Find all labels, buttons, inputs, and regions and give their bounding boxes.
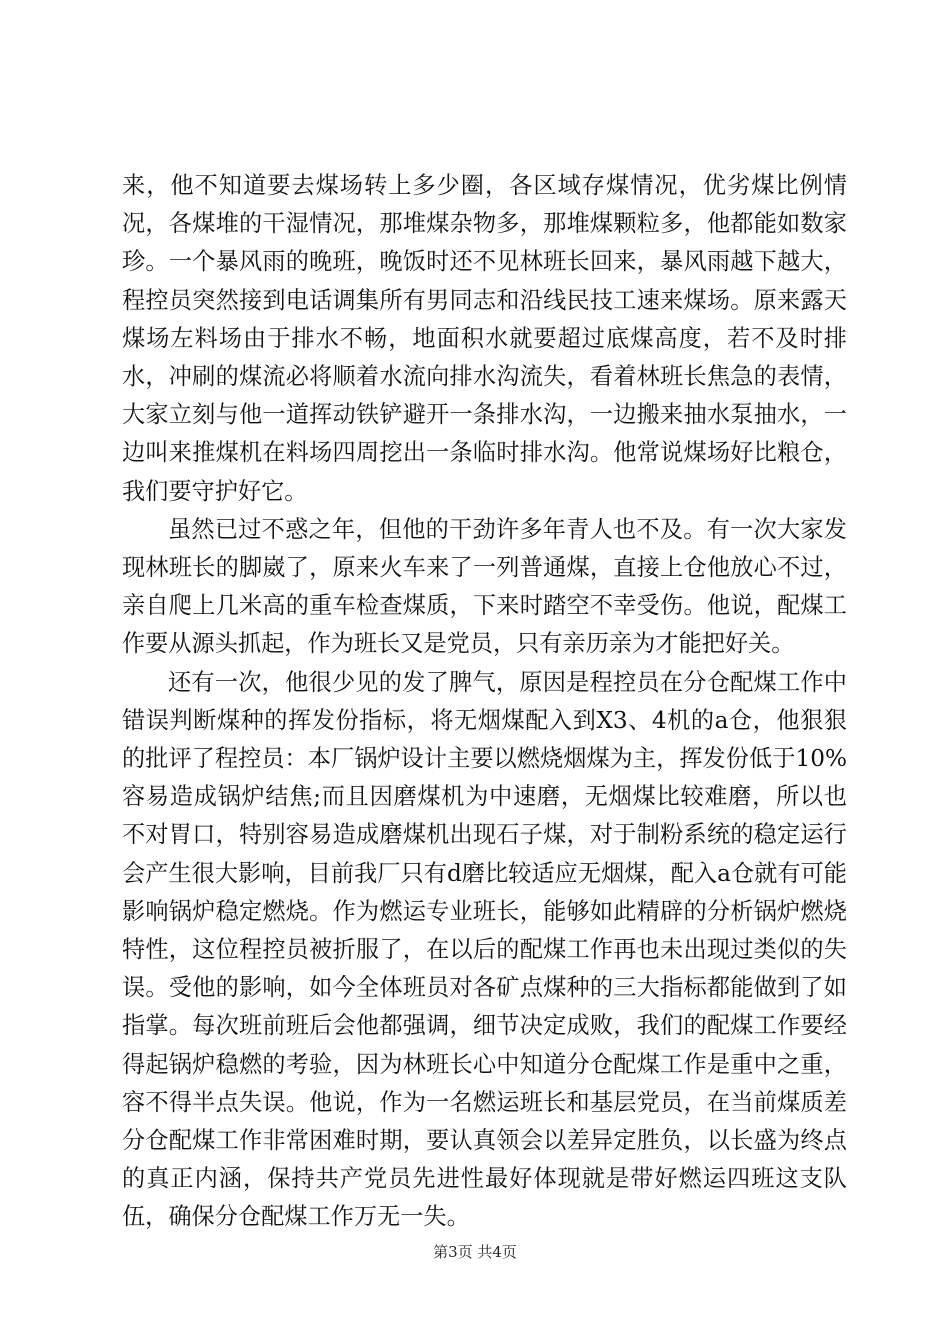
paragraph: 还有一次，他很少见的发了脾气，原因是程控员在分仓配煤工作中错误判断煤种的挥发份指标，将无烟煤配入到X3、4机的a仓，他狠狠的批评了程控员：本厂锅炉设计主要以燃烧烟煤为主，挥发份低于10%容易造成锅炉结焦;而且因磨煤机为中速磨，无烟煤比较难磨，所以也不对胃口，特别容易造成磨煤机出现石子煤，对于制粉系统的稳定运行会产生很大影响，目前我厂只有d磨比较适应无烟煤，配入a仓就有可能影响锅炉稳定燃烧。作为燃运专业班长，能够如此精辟的分析锅炉燃烧特性，这位程控员被折服了，在以后的配煤工作再也未出现过类似的失误。受他的影响，如今全体班员对各矿点煤种的三大指标都能做到了如指掌。每次班前班后会他都强调，细节决定成败，我们的配煤工作要经得起锅炉稳燃的考验，因为林班长心中知道分仓配煤工作是重中之重，容不得半点失误。他说，作为一名燃运班长和基层党员，在当前煤质差分仓配煤工作非常困难时期，要认真领会以差异定胜负，以长盛为终点的真正内涵，保持共产党员先进性最好体现就是带好燃运四班这支队伍，确保分仓配煤工作万无一失。 [122, 668, 847, 1231]
page-footer: 第3页 共4页 [433, 1243, 517, 1261]
body-text [122, 167, 847, 1237]
paragraph-continued: 来，他不知道要去煤场转上多少圈，各区域存煤情况，优劣煤比例情况，各煤堆的干湿情况，那堆煤杂物多，那堆煤颗粒多，他都能如数家珍。一个暴风雨的晚班，晚饭时还不见林班长回来，暴风雨越下越大，程控员突然接到电话调集所有男同志和沿线民技工速来煤场。原来露天煤场左料场由于排水不畅，地面积水就要超过底煤高度，若不及时排水，冲刷的煤流必将顺着水流向排水沟流失，看着林班长焦急的表情，大家立刻与他一道挥动铁铲避开一条排水沟，一边搬来抽水泵抽水，一边叫来推煤机在料场四周挖出一条临时排水沟。他常说煤场好比粮仓，我们要守护好它。 [122, 172, 847, 505]
paragraph: 虽然已过不惑之年，但他的干劲许多年青人也不及。有一次大家发现林班长的脚崴了，原来火车来了一列普通煤，直接上仓他放心不过，亲自爬上几米高的重车检查煤质，下来时踏空不幸受伤。他说，配煤工作要从源头抓起，作为班长又是党员，只有亲历亲为才能把好关。 [122, 515, 847, 658]
